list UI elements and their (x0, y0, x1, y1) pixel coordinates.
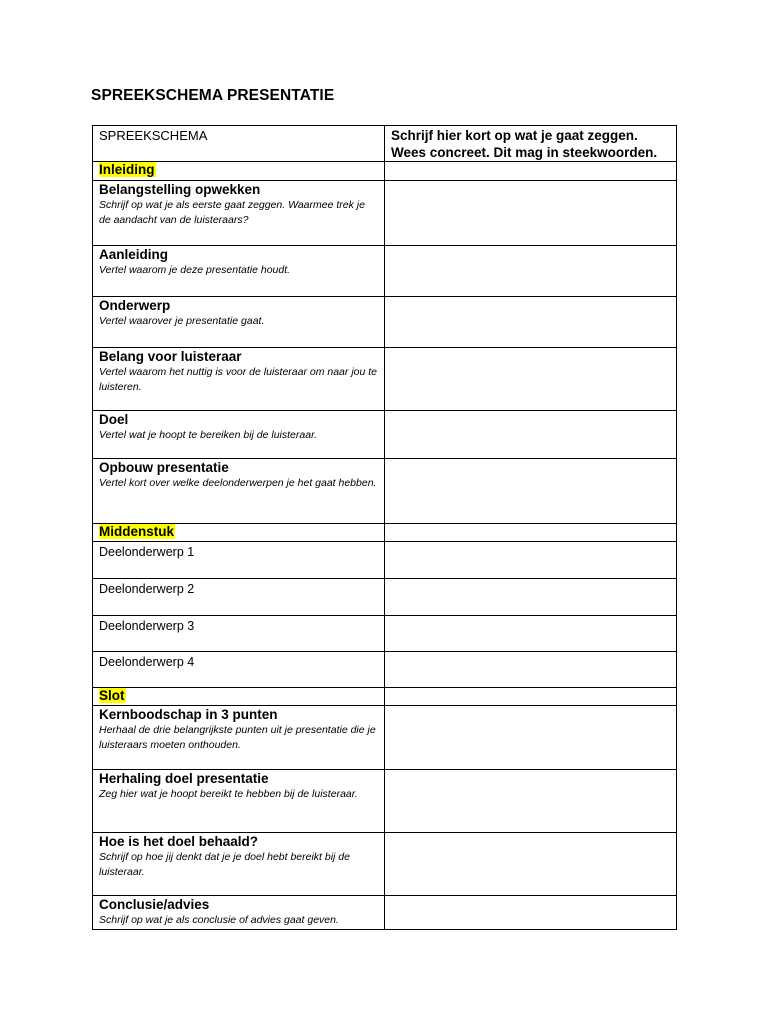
subtopic-label: Deelonderwerp 4 (99, 655, 195, 669)
prompt-cell (93, 411, 385, 459)
answer-cell[interactable] (385, 411, 677, 459)
table-row (93, 542, 677, 579)
section-cell (93, 524, 385, 542)
section-row-inleiding (93, 162, 677, 181)
header-left-cell (93, 126, 385, 162)
item-title: Opbouw presentatie (99, 460, 229, 475)
item-title: Doel (99, 412, 129, 427)
answer-cell[interactable] (385, 297, 677, 348)
answer-cell[interactable] (385, 542, 677, 579)
answer-cell[interactable] (385, 579, 677, 616)
item-title: Kernboodschap in 3 punten (99, 707, 278, 722)
prompt-cell (93, 459, 385, 524)
table-row (93, 616, 677, 652)
answer-cell[interactable] (385, 616, 677, 652)
table-row (93, 896, 677, 930)
item-description: Zeg hier wat je hoopt bereikt te hebben bij de luisteraar. (99, 788, 358, 800)
item-description: Vertel kort over welke deelonderwerpen je het gaat hebben. (99, 477, 377, 489)
subtopic-label: Deelonderwerp 2 (99, 582, 195, 596)
answer-cell[interactable] (385, 652, 677, 688)
speech-schema-table (92, 125, 677, 930)
item-description: Vertel waarom het nuttig is voor de luisteraar om naar jou te luisteren. (99, 366, 377, 393)
section-label-inleiding: Inleiding (99, 162, 155, 177)
item-description: Vertel wat je hoopt te bereiken bij de luisteraar. (99, 429, 318, 441)
answer-cell[interactable] (385, 162, 677, 181)
section-row-middenstuk (93, 524, 677, 542)
table-row (93, 246, 677, 297)
table-row (93, 579, 677, 616)
answer-cell[interactable] (385, 181, 677, 246)
answer-cell[interactable] (385, 246, 677, 297)
item-title: Belang voor luisteraar (99, 349, 242, 364)
item-title: Onderwerp (99, 298, 171, 313)
item-description: Vertel waarover je presentatie gaat. (99, 315, 265, 327)
prompt-cell (93, 348, 385, 411)
table-row (93, 652, 677, 688)
item-title: Belangstelling opwekken (99, 182, 261, 197)
prompt-cell (93, 542, 385, 579)
item-description: Schrijf op wat je als conclusie of advies gaat geven. (99, 914, 339, 926)
section-cell (93, 162, 385, 181)
answer-cell[interactable] (385, 833, 677, 896)
answer-cell[interactable] (385, 348, 677, 411)
answer-cell[interactable] (385, 524, 677, 542)
item-title: Hoe is het doel behaald? (99, 834, 259, 849)
item-description: Vertel waarom je deze presentatie houdt. (99, 264, 291, 276)
prompt-cell (93, 770, 385, 833)
table-row (93, 706, 677, 770)
item-description: Schrijf op hoe jij denkt dat je je doel hebt bereikt bij de luisteraar. (99, 851, 350, 878)
prompt-cell (93, 579, 385, 616)
item-title: Conclusie/advies (99, 897, 210, 912)
prompt-cell (93, 896, 385, 930)
subtopic-label: Deelonderwerp 3 (99, 619, 195, 633)
item-description: Schrijf op wat je als eerste gaat zeggen. Waarmee trek je de aandacht van de luisteraars? (99, 199, 365, 226)
answer-cell[interactable] (385, 459, 677, 524)
table-row (93, 770, 677, 833)
answer-cell[interactable] (385, 688, 677, 706)
header-right-cell (385, 126, 677, 162)
prompt-cell (93, 181, 385, 246)
table-row (93, 411, 677, 459)
table-row (93, 459, 677, 524)
prompt-cell (93, 706, 385, 770)
item-title: Aanleiding (99, 247, 169, 262)
subtopic-label: Deelonderwerp 1 (99, 545, 195, 559)
item-title: Herhaling doel presentatie (99, 771, 269, 786)
item-description: Herhaal de drie belangrijkste punten uit je presentatie die je luisteraars moeten onthouden. (99, 724, 376, 751)
document-title: SPREEKSCHEMA PRESENTATIE (91, 87, 335, 104)
section-label-middenstuk: Middenstuk (99, 524, 175, 539)
section-row-slot (93, 688, 677, 706)
table-header-row (93, 126, 677, 162)
section-cell (93, 688, 385, 706)
header-right-label: Schrijf hier kort op wat je gaat zeggen. Wees concreet. Dit mag in steekwoorden. (391, 128, 658, 160)
answer-cell[interactable] (385, 896, 677, 930)
prompt-cell (93, 652, 385, 688)
header-left-label: SPREEKSCHEMA (99, 128, 208, 143)
prompt-cell (93, 833, 385, 896)
table-row (93, 348, 677, 411)
prompt-cell (93, 297, 385, 348)
table-row (93, 833, 677, 896)
table-row (93, 297, 677, 348)
answer-cell[interactable] (385, 770, 677, 833)
prompt-cell (93, 616, 385, 652)
prompt-cell (93, 246, 385, 297)
answer-cell[interactable] (385, 706, 677, 770)
table-row (93, 181, 677, 246)
section-label-slot: Slot (99, 688, 125, 703)
